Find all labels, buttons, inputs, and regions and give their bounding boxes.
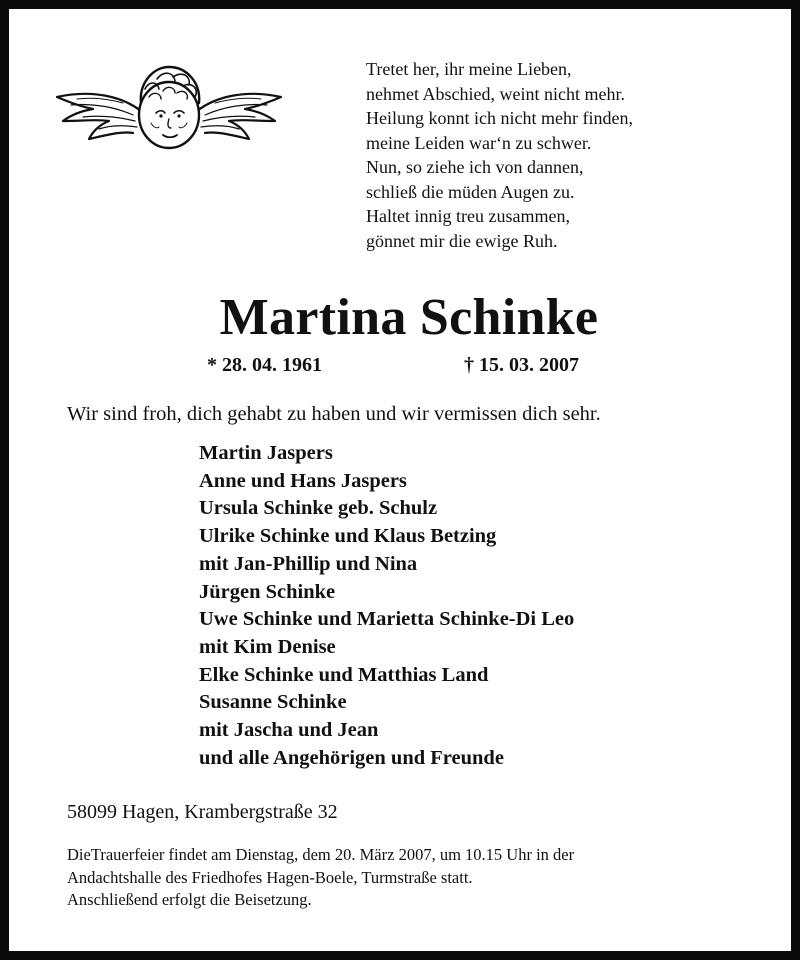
poem-line: Tretet her, ihr meine Lieben,	[366, 59, 572, 79]
mourner-line: und alle Angehörigen und Freunde	[199, 746, 504, 769]
birth-date: * 28. 04. 1961	[207, 354, 322, 376]
mourners-list	[199, 440, 574, 772]
cherub-angel-icon	[53, 53, 285, 161]
poem-line: Heilung konnt ich nicht mehr finden,	[366, 108, 633, 128]
mourner-line: mit Kim Denise	[199, 635, 336, 658]
poem-line: Haltet innig treu zusammen,	[366, 206, 570, 226]
poem-line: meine Leiden war‘n zu schwer.	[366, 132, 592, 153]
address: 58099 Hagen, Krambergstraße 32	[67, 801, 338, 823]
mourner-line: mit Jascha und Jean	[199, 719, 379, 742]
poem-line: gönnet mir die ewige Ruh.	[366, 230, 558, 251]
ceremony-line: Andachtshalle des Friedhofes Hagen-Boele, Turmstraße statt.	[67, 867, 473, 887]
poem	[366, 57, 766, 253]
mourner-line: Martin Jaspers	[199, 442, 333, 464]
mourner-line: Ursula Schinke geb. Schulz	[199, 497, 438, 520]
tagline: Wir sind froh, dich gehabt zu haben und wir vermissen dich sehr.	[67, 403, 601, 425]
ceremony-info	[67, 844, 767, 912]
mourner-line: Uwe Schinke und Marietta Schinke-Di Leo	[199, 608, 575, 631]
deceased-name: Martina Schinke	[219, 289, 599, 346]
mourner-line: Susanne Schinke	[199, 691, 347, 714]
death-date: † 15. 03. 2007	[464, 354, 579, 376]
mourner-line: mit Jan-Phillip und Nina	[199, 552, 418, 575]
ceremony-line: DieTrauerfeier findet am Dienstag, dem 20. März 2007, um 10.15 Uhr in der	[67, 845, 575, 864]
poem-line: schließ die müden Augen zu.	[366, 181, 575, 202]
mourner-line: Elke Schinke und Matthias Land	[199, 663, 489, 686]
ceremony-line: Anschließend erfolgt die Beisetzung.	[67, 890, 312, 909]
poem-line: Nun, so ziehe ich von dannen,	[366, 157, 584, 177]
mourner-line: Jürgen Schinke	[199, 580, 336, 603]
mourner-line: Ulrike Schinke und Klaus Betzing	[199, 525, 497, 548]
poem-line: nehmet Abschied, weint nicht mehr.	[366, 83, 625, 104]
mourner-line: Anne und Hans Jaspers	[199, 469, 407, 492]
